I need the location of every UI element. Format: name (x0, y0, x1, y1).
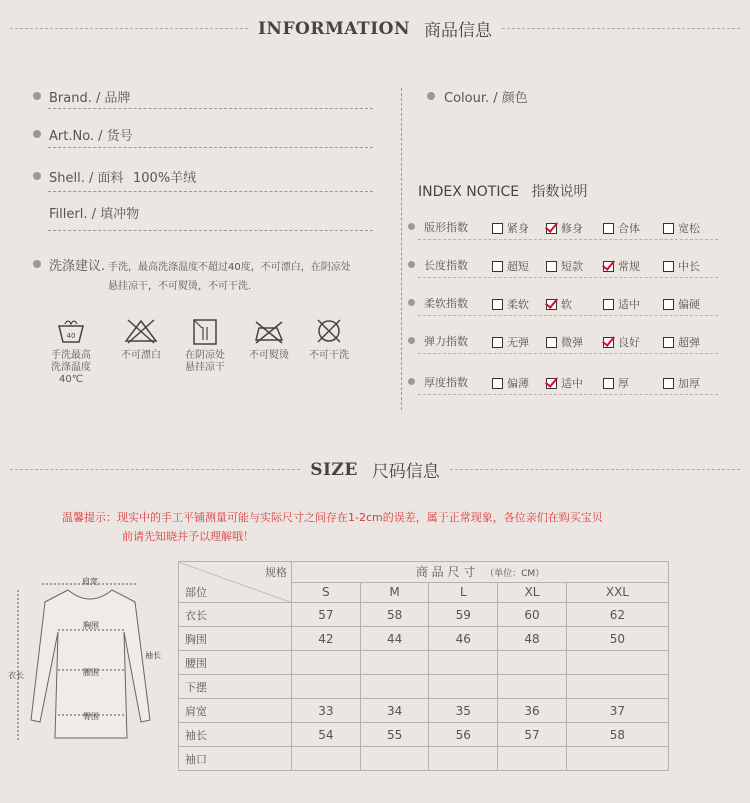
checkbox-icon (663, 337, 674, 348)
information-title-en: INFORMATION (257, 18, 411, 39)
svg-text:40: 40 (66, 332, 76, 340)
size-table (178, 561, 669, 771)
divider (418, 315, 718, 316)
index-option-label: 紧身 (507, 222, 529, 235)
index-option (546, 220, 583, 236)
index-option (492, 296, 529, 312)
size-title-cn: 尺码信息 (371, 462, 440, 482)
hip-label: 臀围 (83, 712, 99, 721)
row-label: 下摆 (179, 675, 292, 699)
care-text: 悬挂凉干 (185, 362, 225, 373)
checked-checkbox-icon (603, 337, 614, 348)
index-option-label: 偏硬 (678, 298, 700, 311)
information-title-cn: 商品信息 (424, 21, 493, 41)
bullet-icon (33, 92, 41, 100)
header-divider-right (502, 28, 740, 29)
brand-label: Brand. / 品牌 (49, 91, 131, 106)
table-cell: 55 (360, 723, 429, 747)
shell-label: Shell. / 面料 (49, 171, 124, 186)
care-item-nobleach (116, 318, 166, 362)
line-dry-shade-icon (192, 318, 218, 346)
row-label: 袖口 (179, 747, 292, 771)
checked-checkbox-icon (546, 223, 557, 234)
index-option (663, 334, 700, 350)
header-divider-left (10, 28, 248, 29)
care-text: 不可熨烫 (249, 350, 289, 361)
care-text: 手洗最高 (51, 350, 91, 361)
table-cell: 34 (360, 699, 429, 723)
care-item-noiron (244, 318, 294, 362)
index-option (546, 334, 583, 350)
garment-figure (0, 570, 175, 760)
index-option-label: 适中 (618, 298, 640, 311)
checkbox-icon (663, 261, 674, 272)
table-row (179, 723, 669, 747)
table-cell: 33 (292, 699, 361, 723)
index-option-label: 超弹 (678, 336, 700, 349)
colour-label: Colour. / 颜色 (444, 91, 528, 106)
bullet-icon (427, 92, 435, 100)
bullet-icon (408, 223, 415, 230)
size-column-header: XXL (566, 582, 668, 603)
table-cell (292, 651, 361, 675)
bullet-icon (33, 130, 41, 138)
no-dryclean-icon (315, 318, 343, 344)
table-row (179, 747, 669, 771)
table-cell: 42 (292, 627, 361, 651)
index-option (546, 296, 572, 312)
shoulder-label: 肩宽 (82, 577, 98, 586)
checked-checkbox-icon (546, 378, 557, 389)
index-option (603, 375, 629, 391)
size-column-header: M (360, 582, 429, 603)
care-text: 不可漂白 (121, 350, 161, 361)
bullet-icon (408, 337, 415, 344)
table-cell: 58 (566, 723, 668, 747)
index-option (603, 258, 640, 274)
table-cell: 37 (566, 699, 668, 723)
wash-text-line1: 手洗，最高洗涤温度不超过40度，不可漂白，在阴凉处 (108, 262, 351, 273)
checked-checkbox-icon (546, 299, 557, 310)
warning-line1: 温馨提示：现实中的手工平铺测量可能与实际尺寸之间存在1-2cm的误差，属于正常现象，各位亲们在购买宝贝 (62, 511, 603, 524)
index-title-en: INDEX NOTICE (418, 184, 520, 200)
size-title-en: SIZE (310, 459, 358, 480)
table-row (179, 699, 669, 723)
wash-text-line2: 悬挂凉干，不可熨烫，不可干洗. (108, 281, 252, 292)
size-header-text: 商 品 尺 寸 (415, 565, 476, 580)
table-header-row (179, 562, 669, 583)
sleeve-label: 袖长 (145, 651, 161, 660)
index-option-label: 加厚 (678, 377, 700, 390)
filler-label: Fillerl. / 填冲物 (49, 207, 140, 222)
table-cell: 36 (498, 699, 567, 723)
divider (48, 108, 373, 109)
table-cell: 35 (429, 699, 498, 723)
table-cell (360, 747, 429, 771)
bullet-icon (33, 172, 41, 180)
index-option (492, 220, 529, 236)
checkbox-icon (603, 223, 614, 234)
bullet-icon (408, 261, 415, 268)
table-cell (566, 747, 668, 771)
table-cell: 58 (360, 603, 429, 627)
index-row-label: 弹力指数 (424, 335, 468, 348)
index-option (603, 220, 640, 236)
table-cell (292, 675, 361, 699)
index-option (546, 258, 583, 274)
checkbox-icon (663, 378, 674, 389)
size-column-header: XL (498, 582, 567, 603)
index-title-cn: 指数说明 (531, 184, 588, 200)
spec-label: 规格 (265, 566, 287, 579)
index-option-label: 中长 (678, 260, 700, 273)
waist-label: 腰围 (83, 668, 99, 677)
table-cell (566, 651, 668, 675)
column-divider (401, 88, 402, 410)
divider (48, 230, 373, 231)
handwash-icon (56, 318, 86, 344)
table-cell: 50 (566, 627, 668, 651)
table-cell (429, 675, 498, 699)
index-option-label: 微弹 (561, 336, 583, 349)
bullet-icon (408, 299, 415, 306)
unit-text: （单位：CM） (485, 569, 545, 580)
checkbox-icon (603, 299, 614, 310)
index-option-label: 合体 (618, 222, 640, 235)
divider (418, 277, 718, 278)
care-icons (46, 318, 349, 388)
index-row-label: 版形指数 (424, 221, 468, 234)
index-option-label: 宽松 (678, 222, 700, 235)
table-cell (360, 651, 429, 675)
table-cell: 48 (498, 627, 567, 651)
chest-label: 胸围 (83, 621, 99, 630)
checkbox-icon (663, 223, 674, 234)
index-option (663, 296, 700, 312)
information-header (0, 16, 750, 41)
table-cell (498, 675, 567, 699)
table-row (179, 603, 669, 627)
divider (418, 394, 718, 395)
checkbox-icon (603, 378, 614, 389)
index-option (663, 258, 700, 274)
care-item-handwash (46, 318, 96, 386)
bullet-icon (33, 260, 41, 268)
index-option-label: 厚 (618, 377, 629, 390)
index-option (663, 375, 700, 391)
index-row-label: 柔软指数 (424, 297, 468, 310)
index-option (492, 334, 529, 350)
table-cell: 56 (429, 723, 498, 747)
row-label: 胸围 (179, 627, 292, 651)
index-option-label: 修身 (561, 222, 583, 235)
table-row (179, 627, 669, 651)
index-option-label: 偏薄 (507, 377, 529, 390)
index-option-label: 适中 (561, 377, 583, 390)
table-cell (498, 747, 567, 771)
care-item-linedry (180, 318, 230, 374)
row-label: 肩宽 (179, 699, 292, 723)
index-option (603, 334, 640, 350)
length-label: 衣长 (8, 671, 24, 680)
table-cell: 62 (566, 603, 668, 627)
row-label: 衣长 (179, 603, 292, 627)
table-cell (360, 675, 429, 699)
checkbox-icon (663, 299, 674, 310)
part-label: 部位 (185, 586, 207, 599)
table-cell (566, 675, 668, 699)
checkbox-icon (492, 378, 503, 389)
checkbox-icon (546, 337, 557, 348)
care-text: 在阴凉处 (185, 350, 225, 361)
index-option-label: 常规 (618, 260, 640, 273)
artno-label: Art.No. / 货号 (49, 129, 133, 144)
table-row (179, 651, 669, 675)
table-cell: 54 (292, 723, 361, 747)
divider (48, 191, 373, 192)
index-option (546, 375, 583, 391)
care-text: 洗涤温度40℃ (51, 362, 91, 385)
size-header-cell (292, 562, 669, 583)
table-row (179, 675, 669, 699)
size-divider-right (450, 469, 740, 470)
table-cell: 57 (292, 603, 361, 627)
index-row-label: 厚度指数 (424, 376, 468, 389)
garment-sketch-icon (0, 570, 175, 760)
index-option-label: 无弹 (507, 336, 529, 349)
index-option-label: 软 (561, 298, 572, 311)
size-column-header: L (429, 582, 498, 603)
index-option-label: 超短 (507, 260, 529, 273)
table-cell: 57 (498, 723, 567, 747)
checkbox-icon (492, 337, 503, 348)
table-cell (498, 651, 567, 675)
checkbox-icon (492, 299, 503, 310)
care-text: 不可干洗 (309, 350, 349, 361)
table-cell: 59 (429, 603, 498, 627)
divider (48, 147, 373, 148)
care-item-nodryclean (304, 318, 354, 362)
checkbox-icon (546, 261, 557, 272)
row-label: 袖长 (179, 723, 292, 747)
table-cell: 46 (429, 627, 498, 651)
table-cell (429, 651, 498, 675)
shell-value: 100%羊绒 (133, 171, 197, 186)
wash-label: 洗涤建议. (49, 259, 106, 274)
warning-line2: 前请先知晓并予以理解哦！ (122, 530, 254, 543)
checkbox-icon (492, 223, 503, 234)
spec-part-cell (179, 562, 292, 603)
index-option (492, 375, 529, 391)
size-divider-left (10, 469, 300, 470)
no-iron-icon (253, 318, 285, 344)
size-column-header: S (292, 582, 361, 603)
table-cell: 44 (360, 627, 429, 651)
index-option (663, 220, 700, 236)
index-option-label: 短款 (561, 260, 583, 273)
row-label: 腰围 (179, 651, 292, 675)
no-bleach-icon (124, 318, 158, 344)
index-option-label: 良好 (618, 336, 640, 349)
size-body (179, 603, 669, 771)
index-row-label: 长度指数 (424, 259, 468, 272)
index-option (492, 258, 529, 274)
table-cell (292, 747, 361, 771)
size-header (0, 457, 750, 482)
index-option-label: 柔软 (507, 298, 529, 311)
index-notice-title (418, 181, 588, 201)
divider (418, 239, 718, 240)
index-option (603, 296, 640, 312)
bullet-icon (408, 378, 415, 385)
checked-checkbox-icon (603, 261, 614, 272)
divider (418, 353, 718, 354)
checkbox-icon (492, 261, 503, 272)
table-cell (429, 747, 498, 771)
table-cell: 60 (498, 603, 567, 627)
